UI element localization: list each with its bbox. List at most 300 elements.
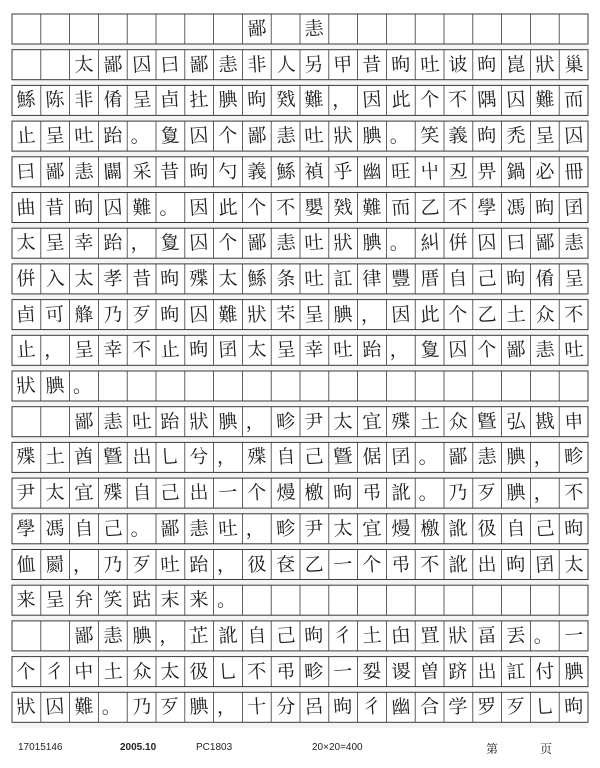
manuscript-char: ， bbox=[73, 553, 93, 576]
manuscript-char: 夐 bbox=[160, 124, 181, 148]
manuscript-char: 呈 bbox=[563, 267, 584, 291]
manuscript-char: 陈 bbox=[44, 88, 66, 113]
manuscript-char: 鄙 bbox=[73, 624, 95, 648]
manuscript-char: ， bbox=[245, 517, 265, 540]
manuscript-char: 曽 bbox=[419, 659, 440, 684]
manuscript-char: 止 bbox=[16, 124, 37, 148]
manuscript-char: 此 bbox=[217, 195, 239, 220]
manuscript-char: 吐 bbox=[332, 338, 354, 362]
manuscript-char: 學 bbox=[476, 195, 498, 220]
manuscript-char: 禎 bbox=[304, 160, 325, 184]
manuscript-char: 隅 bbox=[476, 88, 498, 113]
manuscript-char: 昫 bbox=[188, 160, 210, 184]
manuscript-char: 个 bbox=[448, 302, 469, 327]
manuscript-char: 歹 bbox=[131, 552, 152, 577]
manuscript-char: 狀 bbox=[332, 124, 354, 148]
manuscript-char: 呈 bbox=[73, 338, 95, 362]
manuscript-char: 昫 bbox=[332, 695, 354, 719]
manuscript-char: 腆 bbox=[332, 302, 354, 327]
manuscript-char: 乙 bbox=[304, 552, 325, 577]
manuscript-char: 个 bbox=[361, 552, 383, 577]
manuscript-char: 囝 bbox=[217, 338, 239, 362]
manuscript-char: 恚 bbox=[217, 53, 239, 77]
manuscript-char: 不 bbox=[419, 552, 440, 577]
manuscript-char: 呈 bbox=[534, 124, 556, 148]
manuscript-char: 厝 bbox=[419, 267, 440, 291]
manuscript-char: 此 bbox=[419, 302, 440, 327]
manuscript-char: 土 bbox=[505, 302, 527, 327]
manuscript-char: 呈 bbox=[44, 588, 66, 612]
footer-grid-spec: 20×20=400 bbox=[312, 742, 363, 753]
manuscript-char: 律 bbox=[361, 267, 383, 291]
manuscript-char: 鯀 bbox=[16, 88, 37, 113]
manuscript-char: 学 bbox=[448, 695, 469, 719]
manuscript-char: 吐 bbox=[160, 552, 181, 577]
manuscript-char: 芣 bbox=[275, 302, 296, 327]
manuscript-char: 己 bbox=[275, 624, 296, 648]
manuscript-char: 十 bbox=[246, 695, 268, 719]
manuscript-char: 囚 bbox=[188, 231, 210, 255]
manuscript-char: 吐 bbox=[419, 53, 440, 77]
manuscript-char: 呂 bbox=[304, 695, 325, 719]
manuscript-char: 个 bbox=[419, 88, 440, 113]
manuscript-char: 禿 bbox=[505, 124, 527, 148]
manuscript-char: 自 bbox=[246, 624, 268, 648]
manuscript-char: 昫 bbox=[73, 195, 95, 220]
manuscript-char: 訛 bbox=[448, 552, 469, 577]
manuscript-char: 鯀 bbox=[275, 160, 296, 184]
manuscript-char: 己 bbox=[476, 267, 498, 291]
manuscript-char: 囚 bbox=[102, 195, 124, 220]
manuscript-char: 狀 bbox=[16, 695, 37, 719]
manuscript-char: 跻 bbox=[448, 659, 469, 684]
manuscript-char: 馮 bbox=[44, 517, 66, 541]
manuscript-char: 狀 bbox=[448, 624, 469, 648]
manuscript-char: 訛 bbox=[390, 481, 412, 505]
manuscript-char: 昫 bbox=[476, 53, 498, 77]
manuscript-char: 畛 bbox=[563, 445, 584, 470]
manuscript-char: 弔 bbox=[390, 552, 412, 577]
manuscript-char: 乙 bbox=[419, 195, 440, 220]
manuscript-char: 腆 bbox=[563, 659, 584, 684]
manuscript-char: 倂 bbox=[448, 231, 469, 255]
manuscript-char: 學 bbox=[16, 517, 37, 541]
manuscript-char: 昫 bbox=[563, 695, 584, 719]
manuscript-char: 自 bbox=[131, 481, 152, 505]
manuscript-char: 罝 bbox=[419, 624, 440, 648]
manuscript-char: ， bbox=[217, 696, 237, 719]
manuscript-char: 彶 bbox=[188, 659, 210, 684]
manuscript-char: 囚 bbox=[131, 53, 152, 77]
manuscript-char: 。 bbox=[217, 589, 237, 612]
row-gap-band bbox=[12, 401, 588, 407]
manuscript-char: 。 bbox=[533, 624, 553, 647]
manuscript-char: 跆 bbox=[102, 124, 124, 148]
manuscript-char: 曰 bbox=[16, 160, 37, 184]
manuscript-char: 腆 bbox=[361, 231, 383, 255]
manuscript-char: 不 bbox=[563, 481, 584, 505]
manuscript-char: 己 bbox=[534, 517, 556, 541]
manuscript-char: 訛 bbox=[448, 517, 469, 541]
manuscript-char: 条 bbox=[275, 267, 296, 291]
manuscript-char: 。 bbox=[130, 517, 150, 540]
manuscript-char: 腆 bbox=[505, 445, 527, 470]
manuscript-char: 恚 bbox=[563, 231, 584, 255]
manuscript-char: 吐 bbox=[304, 267, 325, 291]
manuscript-char: 鄙 bbox=[73, 410, 95, 434]
manuscript-char: 太 bbox=[563, 552, 584, 577]
manuscript-char: 可 bbox=[44, 302, 66, 327]
manuscript-char: 不 bbox=[131, 338, 152, 362]
manuscript-char: 一 bbox=[332, 659, 354, 684]
manuscript-char: 太 bbox=[160, 659, 181, 684]
manuscript-char: 殜 bbox=[188, 267, 210, 291]
manuscript-char: 熳 bbox=[390, 517, 412, 541]
manuscript-char: 訛 bbox=[217, 624, 239, 648]
manuscript-char: 鄙 bbox=[246, 231, 268, 255]
manuscript-char: 幽 bbox=[361, 160, 383, 184]
manuscript-char: 尹 bbox=[304, 410, 325, 434]
manuscript-char: 来 bbox=[188, 588, 210, 612]
manuscript-char: 呈 bbox=[44, 124, 66, 148]
manuscript-char: 丟 bbox=[505, 624, 527, 648]
manuscript-char: ， bbox=[130, 232, 150, 255]
manuscript-char: 。 bbox=[73, 375, 93, 397]
manuscript-char: 難 bbox=[217, 302, 239, 327]
manuscript-char: 出 bbox=[476, 659, 498, 684]
manuscript-char: 一 bbox=[332, 552, 354, 577]
manuscript-char: 而 bbox=[390, 195, 412, 220]
manuscript-char: 歹 bbox=[131, 302, 152, 327]
manuscript-char: 昫 bbox=[563, 517, 584, 541]
manuscript-char: 卣 bbox=[160, 88, 181, 113]
manuscript-char: 因 bbox=[188, 195, 210, 220]
manuscript-char: 囝 bbox=[563, 195, 584, 220]
manuscript-char: 畀 bbox=[476, 160, 498, 184]
manuscript-char: 甶 bbox=[390, 624, 412, 648]
manuscript-char: 囚 bbox=[476, 231, 498, 255]
manuscript-char: 。 bbox=[101, 696, 121, 719]
manuscript-char: 昫 bbox=[160, 267, 181, 291]
manuscript-char: 屮 bbox=[419, 160, 440, 184]
manuscript-char: 倄 bbox=[102, 88, 124, 113]
manuscript-char: 因 bbox=[390, 302, 412, 327]
manuscript-char: 一 bbox=[563, 624, 584, 648]
manuscript-char: 跍 bbox=[131, 588, 152, 612]
manuscript-char: 殜 bbox=[16, 445, 37, 470]
manuscript-char: 吐 bbox=[217, 517, 239, 541]
manuscript-char: 太 bbox=[217, 267, 239, 291]
manuscript-char: 个 bbox=[217, 124, 239, 148]
manuscript-char: 幸 bbox=[73, 231, 95, 255]
manuscript-char: ， bbox=[389, 339, 409, 362]
manuscript-char: 巢 bbox=[563, 53, 584, 77]
manuscript-char: 己 bbox=[304, 445, 325, 470]
manuscript-char: 土 bbox=[102, 659, 124, 684]
manuscript-char: 曰 bbox=[505, 231, 527, 255]
manuscript-char: 个 bbox=[16, 659, 37, 684]
footer-page-label-di: 第 bbox=[486, 742, 499, 756]
manuscript-char: 出 bbox=[188, 481, 210, 505]
manuscript-char: 自 bbox=[448, 267, 469, 291]
manuscript-char: 昫 bbox=[304, 624, 325, 648]
manuscript-char: 人 bbox=[275, 53, 296, 77]
manuscript-char: 分 bbox=[275, 695, 296, 719]
manuscript-char: 兮 bbox=[188, 445, 210, 470]
manuscript-char: ， bbox=[533, 446, 553, 469]
manuscript-char: 歹 bbox=[476, 481, 498, 505]
manuscript-char: 曲 bbox=[16, 195, 37, 220]
manuscript-char: 畛 bbox=[275, 517, 296, 541]
manuscript-char: 采 bbox=[131, 160, 152, 184]
footer-code: 17015146 bbox=[18, 742, 63, 753]
manuscript-char: 義 bbox=[246, 160, 268, 184]
manuscript-char: 囚 bbox=[505, 88, 527, 113]
manuscript-char: 付 bbox=[534, 659, 556, 684]
manuscript-char: 不 bbox=[275, 195, 296, 220]
manuscript-char: 恚 bbox=[102, 624, 124, 648]
manuscript-char: 昫 bbox=[476, 124, 498, 148]
manuscript-char: 弔 bbox=[361, 481, 383, 505]
footer-date: 2005.10 bbox=[120, 742, 157, 753]
manuscript-char: 中 bbox=[73, 659, 95, 684]
manuscript-char: 鄙 bbox=[505, 338, 527, 362]
manuscript-char: ， bbox=[44, 339, 64, 362]
manuscript-char: 因 bbox=[361, 88, 383, 113]
manuscript-char: 艂 bbox=[73, 302, 95, 327]
manuscript-char: 闢 bbox=[102, 160, 124, 184]
manuscript-char: 。 bbox=[389, 232, 409, 255]
manuscript-char: 自 bbox=[505, 517, 527, 541]
manuscript-char: 出 bbox=[476, 552, 498, 577]
manuscript-char: 呈 bbox=[131, 88, 152, 113]
manuscript-char: 个 bbox=[476, 338, 498, 362]
manuscript-char: ， bbox=[245, 410, 265, 433]
manuscript-char: 恚 bbox=[476, 445, 498, 470]
manuscript-char: 入 bbox=[44, 267, 66, 291]
row-gap-band bbox=[12, 722, 588, 728]
manuscript-char: 旺 bbox=[390, 160, 412, 184]
manuscript-char: 昔 bbox=[160, 160, 181, 184]
manuscript-char: 申 bbox=[563, 410, 584, 434]
manuscript-char: 呈 bbox=[304, 302, 325, 327]
manuscript-char: 歹 bbox=[505, 695, 527, 719]
manuscript-char: 夐 bbox=[160, 231, 181, 255]
manuscript-char: 呈 bbox=[44, 231, 66, 255]
manuscript-char: 自 bbox=[73, 517, 95, 541]
manuscript-char: 昫 bbox=[246, 88, 268, 113]
manuscript-char: 狀 bbox=[246, 302, 268, 327]
manuscript-char: 不 bbox=[448, 88, 469, 113]
manuscript-char: 弘 bbox=[505, 410, 527, 434]
manuscript-char: 。 bbox=[418, 482, 438, 505]
manuscript-char: 合 bbox=[419, 695, 440, 719]
manuscript-char: 众 bbox=[448, 410, 469, 434]
manuscript-char: 太 bbox=[73, 53, 95, 77]
manuscript-char: 奁 bbox=[275, 552, 296, 577]
manuscript-char: 个 bbox=[217, 231, 239, 255]
manuscript-char: 乙 bbox=[476, 302, 498, 327]
manuscript-char: 跆 bbox=[160, 410, 181, 434]
manuscript-char: 宜 bbox=[73, 481, 95, 505]
manuscript-char: 土 bbox=[44, 445, 66, 470]
manuscript-char: 。 bbox=[418, 446, 438, 469]
manuscript-char: 昫 bbox=[534, 195, 556, 220]
manuscript-char: 難 bbox=[534, 88, 556, 113]
manuscript-char: 己 bbox=[160, 481, 181, 505]
manuscript-char: 止 bbox=[16, 338, 37, 362]
manuscript-char: 訌 bbox=[505, 659, 527, 684]
manuscript-char: 乃 bbox=[102, 302, 124, 327]
manuscript-char: 嬰 bbox=[304, 195, 325, 220]
manuscript-char: 侐 bbox=[16, 552, 37, 577]
manuscript-char: 鄙 bbox=[188, 53, 210, 77]
manuscript-char: 诐 bbox=[448, 53, 469, 77]
manuscript-char: 狀 bbox=[534, 53, 556, 77]
manuscript-char: 昫 bbox=[188, 338, 210, 362]
manuscript-char: 笑 bbox=[419, 124, 440, 148]
manuscript-char: 跆 bbox=[102, 231, 124, 255]
manuscript-char: 馮 bbox=[505, 195, 527, 220]
manuscript-char: 呈 bbox=[275, 338, 296, 362]
manuscript-char: 跆 bbox=[188, 552, 210, 577]
manuscript-char: 乚 bbox=[534, 695, 556, 719]
manuscript-char: 鯀 bbox=[246, 267, 268, 291]
manuscript-char: 夐 bbox=[419, 338, 440, 362]
manuscript-char: 吐 bbox=[304, 124, 325, 148]
manuscript-char: 難 bbox=[361, 195, 383, 220]
manuscript-char: 彶 bbox=[476, 517, 498, 541]
manuscript-char: 太 bbox=[246, 338, 268, 362]
manuscript-char: 曁 bbox=[476, 410, 498, 434]
manuscript-char: 曁 bbox=[332, 445, 354, 470]
manuscript-char: 鄙 bbox=[448, 445, 469, 470]
manuscript-char: ， bbox=[361, 303, 381, 326]
manuscript-char: 自 bbox=[275, 445, 296, 470]
manuscript-char: 恚 bbox=[275, 231, 296, 255]
manuscript-char: 丒 bbox=[448, 160, 469, 184]
manuscript-char: 乚 bbox=[217, 659, 239, 684]
manuscript-char: 難 bbox=[131, 195, 152, 220]
manuscript-char: 彳 bbox=[44, 659, 66, 684]
manuscript-char: 熳 bbox=[275, 481, 296, 505]
manuscript-char: 囚 bbox=[188, 302, 210, 327]
manuscript-char: 昫 bbox=[332, 481, 354, 505]
manuscript-char: 倂 bbox=[16, 267, 37, 291]
manuscript-char: 戡 bbox=[534, 410, 556, 434]
manuscript-char: 宜 bbox=[361, 410, 383, 434]
manuscript-char: 昫 bbox=[390, 53, 412, 77]
manuscript-char: 昫 bbox=[505, 552, 527, 577]
manuscript-char: 尹 bbox=[16, 481, 37, 505]
manuscript-char: 幸 bbox=[102, 338, 124, 362]
manuscript-char: 鍋 bbox=[505, 160, 527, 184]
manuscript-char: 芷 bbox=[188, 624, 210, 648]
manuscript-char: ， bbox=[159, 624, 179, 647]
manuscript-char: 吐 bbox=[563, 338, 584, 362]
manuscript-char: 彳 bbox=[361, 695, 383, 719]
manuscript-char: 弁 bbox=[73, 588, 95, 612]
manuscript-char: 囚 bbox=[188, 124, 210, 148]
manuscript-char: 鄙 bbox=[160, 517, 181, 541]
manuscript-char: 腆 bbox=[361, 124, 383, 148]
manuscript-char: 罗 bbox=[476, 695, 498, 719]
manuscript-char: 戣 bbox=[275, 88, 296, 113]
manuscript-char: 糾 bbox=[419, 231, 440, 255]
manuscript-char: 谡 bbox=[390, 659, 412, 684]
manuscript-char: 太 bbox=[332, 410, 354, 434]
manuscript-char: 恚 bbox=[73, 160, 95, 184]
manuscript-char: 恚 bbox=[275, 124, 296, 148]
manuscript-char: 罽 bbox=[44, 552, 66, 577]
manuscript-char: ， bbox=[217, 553, 237, 576]
manuscript-char: 腆 bbox=[217, 410, 239, 434]
manuscript-char: 弔 bbox=[275, 659, 296, 684]
manuscript-char: 笑 bbox=[102, 588, 124, 612]
manuscript-char: 恚 bbox=[102, 410, 124, 434]
manuscript-char: 檄 bbox=[304, 481, 325, 505]
title-char: 恚 bbox=[304, 17, 325, 41]
manuscript-char: 豐 bbox=[390, 267, 412, 291]
manuscript-char: 義 bbox=[448, 124, 469, 148]
manuscript-char: 狀 bbox=[188, 410, 210, 434]
manuscript-char: 乃 bbox=[102, 552, 124, 577]
manuscript-char: 曰 bbox=[160, 53, 181, 77]
manuscript-char: 另 bbox=[304, 53, 325, 77]
manuscript-char: 不 bbox=[563, 302, 584, 327]
manuscript-char: 囝 bbox=[390, 445, 412, 470]
manuscript-char: 恚 bbox=[534, 338, 556, 362]
manuscript-char: 不 bbox=[448, 195, 469, 220]
manuscript-char: 狀 bbox=[332, 231, 354, 255]
manuscript-char: 止 bbox=[160, 338, 181, 362]
manuscript-char: 勺 bbox=[217, 160, 239, 184]
manuscript-char: 末 bbox=[160, 588, 181, 612]
manuscript-char: 難 bbox=[304, 88, 325, 113]
manuscript-char: 尹 bbox=[304, 517, 325, 541]
manuscript-char: 囝 bbox=[534, 552, 556, 577]
manuscript-char: 众 bbox=[534, 302, 556, 327]
manuscript-char: 吐 bbox=[131, 410, 152, 434]
manuscript-char: 孝 bbox=[102, 267, 124, 291]
manuscript-char: 腆 bbox=[217, 88, 239, 113]
manuscript-char: 彳 bbox=[332, 624, 354, 648]
manuscript-char: 扗 bbox=[188, 88, 210, 113]
manuscript-char: 不 bbox=[246, 659, 268, 684]
manuscript-char: 太 bbox=[332, 517, 354, 541]
manuscript-char: 己 bbox=[102, 517, 124, 541]
manuscript-char: 倄 bbox=[534, 267, 556, 291]
manuscript-char: 囚 bbox=[563, 124, 584, 148]
manuscript-char: 土 bbox=[361, 624, 383, 648]
manuscript-char: 跆 bbox=[361, 338, 383, 362]
manuscript-char: 囚 bbox=[448, 338, 469, 362]
manuscript-char: 宜 bbox=[361, 517, 383, 541]
manuscript-char: 众 bbox=[131, 659, 152, 684]
manuscript-char: 来 bbox=[16, 588, 37, 612]
manuscript-char: 鄙 bbox=[246, 124, 268, 148]
manuscript-char: ， bbox=[533, 482, 553, 505]
manuscript-char: 昫 bbox=[160, 302, 181, 327]
manuscript-char: 殜 bbox=[390, 410, 412, 434]
manuscript-char: 。 bbox=[130, 125, 150, 148]
manuscript-char: 一 bbox=[217, 481, 239, 505]
manuscript-char: 畛 bbox=[304, 659, 325, 684]
manuscript-char: 鄙 bbox=[44, 160, 66, 184]
manuscript-char: 。 bbox=[389, 125, 409, 148]
manuscript-char: 曁 bbox=[102, 445, 124, 470]
manuscript-char: 个 bbox=[246, 195, 268, 220]
